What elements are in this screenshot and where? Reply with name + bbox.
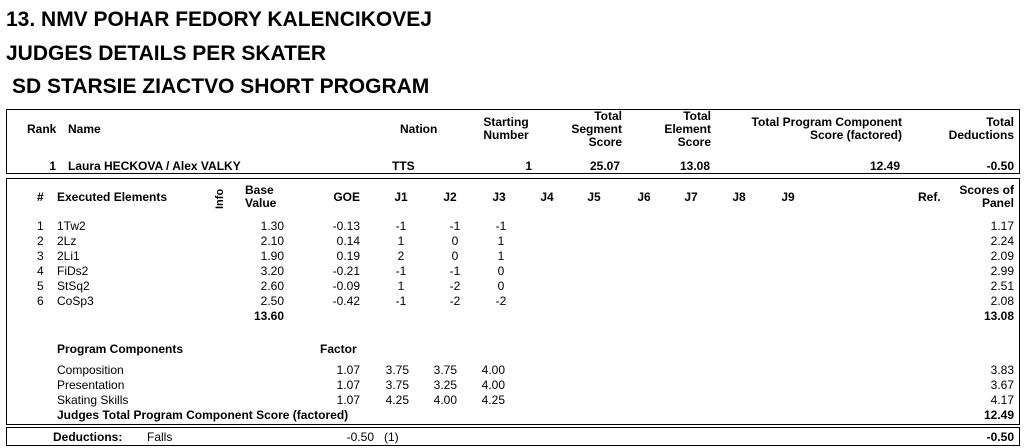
component-j1: 3.75: [385, 363, 409, 377]
element-j3: 0: [497, 264, 505, 278]
program-components-header: Program Components: [57, 342, 184, 356]
element-j2: -2: [449, 279, 461, 293]
deductions-label: Deductions:: [53, 430, 123, 444]
component-factor: 1.07: [336, 378, 360, 392]
tss-header-line2: Segment: [571, 122, 622, 136]
deductions-type: Falls: [147, 430, 173, 444]
tss-header-line1: Total: [594, 109, 622, 123]
element-base: 2.60: [260, 279, 284, 293]
deductions-total: -0.50: [986, 430, 1014, 444]
deductions-header: [930, 116, 1014, 142]
segment-title: SD STARSIE ZIACTVO SHORT PROGRAM: [12, 75, 430, 98]
deductions-count: (1): [384, 430, 399, 444]
element-j2: -1: [449, 219, 461, 233]
scores-of-panel-header-line1: Scores of: [959, 183, 1014, 197]
pcs-header-line1: Total Program Component: [751, 115, 902, 129]
element-j3: -1: [495, 219, 507, 233]
base-value-header: [245, 184, 276, 210]
tss-header: [552, 110, 622, 149]
element-num: 5: [37, 279, 44, 293]
element-j3: -2: [495, 294, 507, 308]
component-j2: 3.25: [433, 378, 457, 392]
judges-total-pcs-label: Judges Total Program Component Score (factored): [57, 408, 349, 422]
element-goe: -0.09: [332, 279, 360, 293]
element-j1: -1: [395, 264, 407, 278]
summary-nation: TTS: [392, 159, 415, 173]
j9-header: J9: [781, 190, 795, 204]
element-score: 2.08: [990, 294, 1014, 308]
component-j1: 4.25: [385, 393, 409, 407]
element-j1: 1: [397, 234, 405, 248]
j2-header: J2: [443, 190, 457, 204]
nation-header: Nation: [400, 122, 438, 136]
starting-number-header-line1: Starting: [483, 115, 529, 129]
deductions-value: -0.50: [346, 430, 374, 444]
element-j1: -1: [395, 219, 407, 233]
summary-rank: 1: [49, 159, 56, 173]
element-base: 1.90: [260, 249, 284, 263]
j7-header: J7: [684, 190, 698, 204]
tes-header-line1: Total: [683, 109, 711, 123]
element-base: 2.10: [260, 234, 284, 248]
scores-of-panel-header-line2: Panel: [981, 196, 1014, 210]
summary-deductions: -0.50: [986, 159, 1014, 173]
j5-header: J5: [587, 190, 601, 204]
element-j1: 2: [397, 249, 405, 263]
base-value-header-line2: Value: [245, 196, 277, 210]
component-j1: 3.75: [385, 378, 409, 392]
tes-header-line3: Score: [677, 135, 711, 149]
starting-number-header: [474, 116, 538, 142]
element-num-header: #: [37, 190, 44, 204]
element-name: StSq2: [57, 279, 90, 293]
element-j1: -1: [395, 294, 407, 308]
scores-of-panel-header: [930, 184, 1014, 210]
element-num: 3: [37, 249, 44, 263]
component-j3: 4.00: [481, 363, 505, 377]
pcs-header-line2: Score (factored): [809, 128, 902, 142]
component-score: 3.83: [990, 363, 1014, 377]
elements-score-total: 13.08: [983, 309, 1014, 323]
component-j3: 4.00: [481, 378, 505, 392]
deductions-header-line1: Total: [986, 115, 1014, 129]
j4-header: J4: [540, 190, 554, 204]
element-num: 1: [37, 219, 44, 233]
pcs-header: [720, 116, 902, 142]
element-j2: -1: [449, 264, 461, 278]
element-num: 6: [37, 294, 44, 308]
report-title: JUDGES DETAILS PER SKATER: [6, 42, 327, 65]
event-title: 13. NMV POHAR FEDORY KALENCIKOVEJ: [6, 8, 432, 31]
element-score: 2.24: [990, 234, 1014, 248]
tes-header: [645, 110, 711, 149]
component-name: Skating Skills: [57, 393, 129, 407]
component-score: 4.17: [990, 393, 1014, 407]
component-name: Composition: [57, 363, 124, 377]
element-goe: -0.21: [332, 264, 360, 278]
summary-tes: 13.08: [679, 159, 710, 173]
goe-header: GOE: [333, 190, 360, 204]
element-name: FiDs2: [57, 264, 89, 278]
j1-header: J1: [394, 190, 408, 204]
element-j2: 0: [451, 234, 459, 248]
element-j2: 0: [451, 249, 459, 263]
element-j3: 1: [497, 234, 505, 248]
j6-header: J6: [637, 190, 651, 204]
component-j2: 3.75: [433, 363, 457, 377]
element-name: CoSp3: [57, 294, 94, 308]
element-num: 2: [37, 234, 44, 248]
factor-header: Factor: [320, 342, 357, 356]
deductions-header-line2: Deductions: [948, 128, 1014, 142]
element-j1: 1: [397, 279, 405, 293]
component-j2: 4.00: [433, 393, 457, 407]
summary-pcs: 12.49: [869, 159, 900, 173]
base-value-header-line1: Base: [245, 183, 274, 197]
element-num: 4: [37, 264, 44, 278]
component-j3: 4.25: [481, 393, 505, 407]
base-value-total: 13.60: [253, 309, 284, 323]
element-score: 1.17: [990, 219, 1014, 233]
tss-header-line3: Score: [588, 135, 622, 149]
tes-header-line2: Element: [664, 122, 711, 136]
component-score: 3.67: [990, 378, 1014, 392]
element-base: 2.50: [260, 294, 284, 308]
element-goe: -0.13: [332, 219, 360, 233]
summary-tss: 25.07: [589, 159, 620, 173]
ref-header: Ref.: [918, 190, 941, 204]
summary-name: Laura HECKOVA / Alex VALKY: [68, 159, 241, 173]
summary-starting-number: 1: [525, 159, 532, 173]
element-j3: 1: [497, 249, 505, 263]
component-name: Presentation: [57, 378, 125, 392]
element-goe: 0.19: [336, 249, 360, 263]
component-factor: 1.07: [336, 363, 360, 377]
element-base: 3.20: [260, 264, 284, 278]
info-header: Info: [214, 188, 226, 209]
element-score: 2.09: [990, 249, 1014, 263]
element-score: 2.51: [990, 279, 1014, 293]
element-base: 1.30: [260, 219, 284, 233]
starting-number-header-line2: Number: [483, 128, 529, 142]
element-name: 2Lz: [57, 234, 77, 248]
element-j3: 0: [497, 279, 505, 293]
element-name: 1Tw2: [57, 219, 86, 233]
element-score: 2.99: [990, 264, 1014, 278]
element-name: 2Li1: [57, 249, 80, 263]
judges-total-pcs-value: 12.49: [983, 408, 1014, 422]
component-factor: 1.07: [336, 393, 360, 407]
element-j2: -2: [449, 294, 461, 308]
executed-elements-header: Executed Elements: [57, 190, 168, 204]
j8-header: J8: [732, 190, 746, 204]
element-goe: 0.14: [336, 234, 360, 248]
element-goe: -0.42: [332, 294, 360, 308]
rank-header: Rank: [27, 122, 57, 136]
j3-header: J3: [492, 190, 506, 204]
name-header: Name: [68, 122, 101, 136]
